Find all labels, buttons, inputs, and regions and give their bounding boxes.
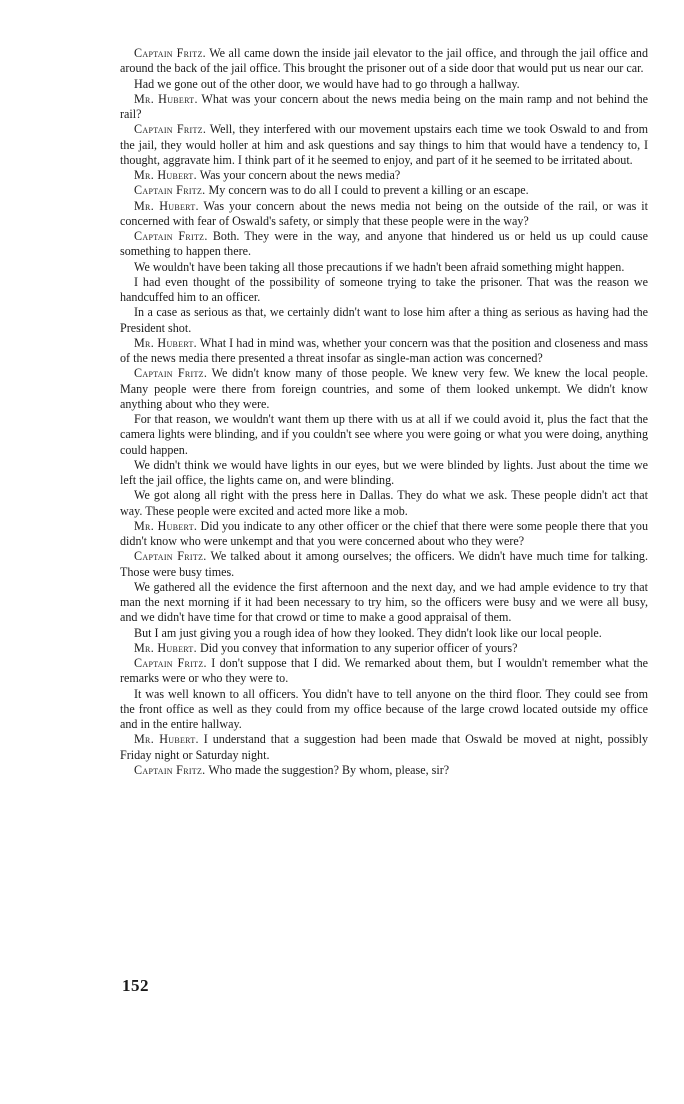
paragraph <box>120 732 648 763</box>
paragraph-text: We didn't know many of those people. We knew very few. We knew the local people. Many people were there from foreign countries, and some of them looked unkempt. We didn't know anything about who they were. <box>120 366 648 411</box>
paragraph-text: Did you indicate to any other officer or the chief that there were some people there that you didn't know who were unkempt and that you were concerned about who they were? <box>120 518 648 548</box>
paragraph <box>120 305 648 336</box>
paragraph <box>120 763 648 778</box>
paragraph-text: We all came down the inside jail elevator to the jail office, and through the jail office and around the back of the jail office. This brought the prisoner out of a side door that would put us near our car. <box>120 46 649 76</box>
paragraph <box>120 260 648 275</box>
paragraph-text: Well, they interfered with our movement upstairs each time we took Oswald to and from the jail, they would holler at him and ask questions and say things to him that would have a tendency to, I thought, aggravate him. I think part of it he seemed to enjoy, and part of it he seemed to be irritated about. <box>120 122 648 167</box>
paragraph-text: In a case as serious as that, we certainly didn't want to lose him after a thing as serious as having had the President shot. <box>120 305 648 335</box>
speaker-name: Captain Fritz. <box>134 229 208 243</box>
speaker-name: Mr. Hubert. <box>134 518 198 533</box>
paragraph-text: What was your concern about the news media being on the main ramp and not behind the rail? <box>120 91 648 121</box>
paragraph-text: Was your concern about the news media not being on the outside of the rail, or was it concerned with fear of Oswald's safety, or simply that these people were in the way? <box>120 198 648 228</box>
paragraph <box>120 168 648 183</box>
paragraph-text: We talked about it among ourselves; the officers. We didn't have much time for talking. Those were busy times. <box>120 549 648 579</box>
speaker-name: Mr. Hubert. <box>134 732 199 747</box>
speaker-name: Captain Fritz. <box>134 122 207 137</box>
paragraph <box>120 488 648 519</box>
paragraph-text: I had even thought of the possibility of someone trying to take the prisoner. That was the reason we handcuffed him to an officer. <box>120 274 648 304</box>
paragraph-text: I don't suppose that I did. We remarked about them, but I wouldn't remember what the remarks were or who they were to. <box>120 656 648 686</box>
paragraph <box>120 366 648 412</box>
speaker-name: Captain Fritz. <box>134 183 206 198</box>
paragraph <box>120 183 648 198</box>
paragraph-text: We didn't think we would have lights in our eyes, but we were blinded by lights. Just about the time we left the jail office, the lights came on, and were blinding. <box>120 457 648 487</box>
paragraph <box>120 92 648 123</box>
speaker-name: Captain Fritz. <box>134 762 206 777</box>
speaker-name: Captain Fritz. <box>134 656 207 670</box>
speaker-name: Captain Fritz. <box>134 366 208 381</box>
paragraph-text: Who made the suggestion? By whom, please, sir? <box>205 762 450 777</box>
paragraph <box>120 46 648 77</box>
paragraph <box>120 229 648 260</box>
speaker-name: Mr. Hubert. <box>134 168 197 182</box>
paragraph-text: Was your concern about the news media? <box>196 168 401 182</box>
paragraph-text: We got along all right with the press here in Dallas. They do what we ask. These people didn't act that way. These people were excited and acted more like a mob. <box>120 488 648 518</box>
paragraph-text: For that reason, we wouldn't want them up there with us at all if we could avoid it, plus the fact that the camera lights were blinding, and if you couldn't see where you were going or what you were doing, anything could happen. <box>120 412 648 457</box>
paragraph <box>120 336 648 367</box>
speaker-name: Mr. Hubert. <box>134 198 199 213</box>
page-number: 152 <box>122 976 149 995</box>
paragraph <box>120 626 648 641</box>
speaker-name: Mr. Hubert. <box>134 335 198 350</box>
paragraph-text: Both. They were in the way, and anyone that hindered us or held us up could cause something to happen there. <box>120 229 649 259</box>
paragraph <box>120 77 648 92</box>
speaker-name: Mr. Hubert. <box>134 640 197 655</box>
paragraph-text: We gathered all the evidence the first afternoon and the next day, and we had ample evidence to try that man the next morning if it had been necessary to try him, so the officers were busy and we were all busy, and we didn't have time for that crowd or time to make a good appraisal of them. <box>120 579 648 625</box>
paragraph <box>120 199 648 230</box>
paragraph-text: Had we gone out of the other door, we would have had to go through a hallway. <box>134 76 520 91</box>
paragraph <box>120 275 648 306</box>
paragraph-text: My concern was to do all I could to prevent a killing or an escape. <box>205 183 529 198</box>
paragraph <box>120 656 648 687</box>
paragraph <box>120 641 648 656</box>
paragraph-text: It was well known to all officers. You didn't have to tell anyone on the third floor. They could see from the front office as well as they could from my office because of the large crowd located outside my office and in the entire hallway. <box>120 686 648 731</box>
paragraph <box>120 122 648 168</box>
testimony-text <box>120 46 648 778</box>
paragraph <box>120 580 648 626</box>
paragraph <box>120 687 648 733</box>
speaker-name: Captain Fritz. <box>134 549 207 564</box>
paragraph-text: Did you convey that information to any superior officer of yours? <box>196 640 518 655</box>
paragraph-text: I understand that a suggestion had been made that Oswald be moved at night, possibly Friday night or Saturday night. <box>120 732 649 762</box>
paragraph <box>120 549 648 580</box>
speaker-name: Captain Fritz. <box>134 46 206 60</box>
paragraph-text: But I am just giving you a rough idea of how they looked. They didn't look like our local people. <box>134 625 602 640</box>
paragraph-text: We wouldn't have been taking all those precautions if we hadn't been afraid something might happen. <box>134 259 625 274</box>
paragraph-text: What I had in mind was, whether your concern was that the position and closeness and mass of the news media there presented a threat insofar as single-man action was concerned? <box>120 335 649 365</box>
paragraph <box>120 412 648 458</box>
speaker-name: Mr. Hubert. <box>134 91 198 106</box>
paragraph <box>120 458 648 489</box>
paragraph <box>120 519 648 550</box>
